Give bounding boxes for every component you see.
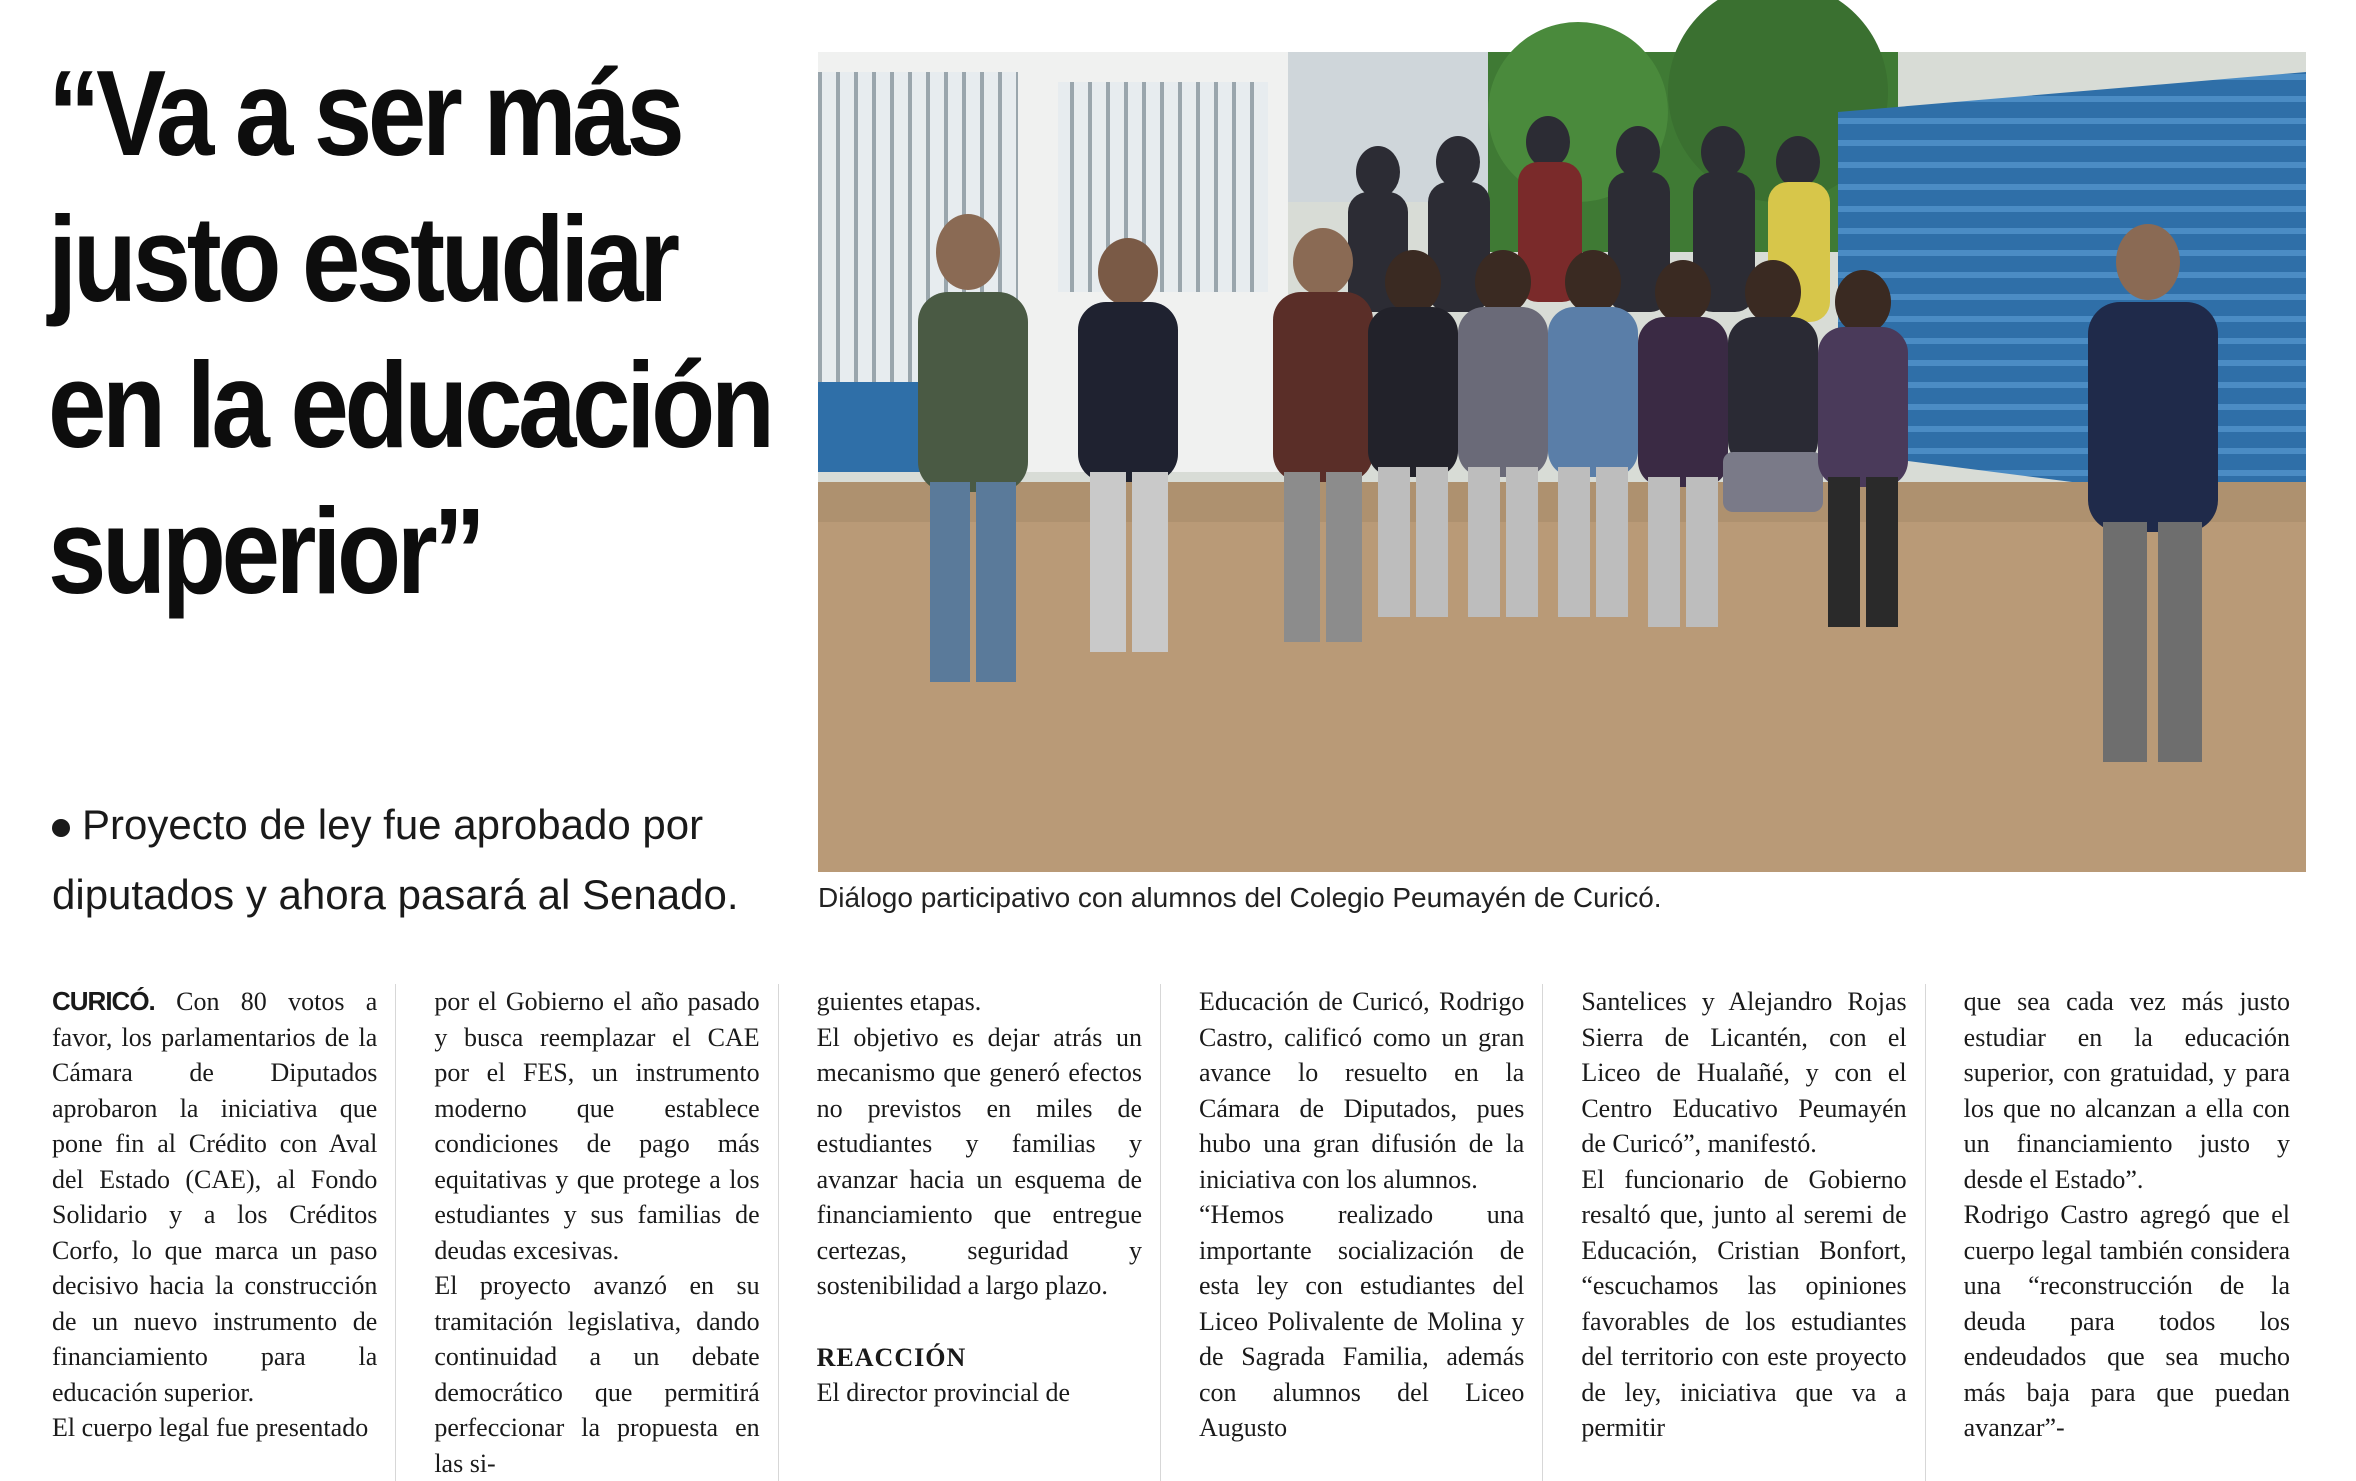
article-column-4 bbox=[1199, 984, 1543, 1481]
group-photo-illustration bbox=[818, 52, 2306, 872]
paragraph: “Hemos realizado una importante socialización de esta ley con estudiantes del Liceo Polivalente de Molina y de Sagrada Familia, además con alumnos del Liceo Augusto bbox=[1199, 1200, 1525, 1442]
blue-fence bbox=[1838, 72, 2306, 512]
paragraph: por el Gobierno el año pasado y busca reemplazar el CAE por el FES, un instrumento moderno que establece condiciones de pago más equitativas y que protege a los estudiantes y sus familias de deudas excesivas. bbox=[434, 987, 760, 1265]
headline bbox=[48, 40, 771, 624]
deck-line: diputados y ahora pasará al Senado. bbox=[52, 871, 739, 918]
paragraph: CURICÓ. Con 80 votos a favor, los parlamentarios de la Cámara de Diputados aprobaron la iniciativa que pone fin al Crédito con Aval del Estado (CAE), al Fondo Solidario y a los Créditos Corfo, lo que marca un paso decisivo hacia la construcción de un nuevo instrumento de financiamiento para la educación superior. bbox=[52, 986, 378, 1407]
headline-line: justo estudiar bbox=[48, 191, 676, 327]
paragraph: El cuerpo legal fue presentado bbox=[52, 1413, 369, 1442]
deck bbox=[52, 790, 812, 930]
article-body bbox=[52, 984, 2308, 1478]
paragraph: guientes etapas. bbox=[816, 987, 982, 1016]
article-column-3 bbox=[817, 984, 1161, 1481]
paragraph: Educación de Curicó, Rodrigo Castro, calificó como un gran avance lo resuelto en la Cámara de Diputados, pues hubo una gran difusión de la iniciativa con los alumnos. bbox=[1199, 987, 1525, 1194]
headline-line: “Va a ser más bbox=[48, 45, 681, 181]
paragraph: Rodrigo Castro agregó que el cuerpo legal también considera una “reconstrucción de la deuda para todos los endeudados que sea mucho más baja para que puedan avanzar”- bbox=[1963, 1200, 2290, 1442]
group-photo bbox=[818, 52, 2306, 872]
paragraph: El objetivo es dejar atrás un mecanismo que generó efectos no previstos en miles de estudiantes y familias y avanzar hacia un esquema de financiamiento que entregue certezas, seguridad y sostenibilidad a largo plazo. bbox=[816, 1022, 1142, 1300]
paragraph: Santelices y Alejandro Rojas Sierra de Licantén, con el Liceo de Hualañé, y con el Centro Educativo Peumayén de Curicó”, manifestó. bbox=[1581, 987, 1907, 1158]
section-subhead: REACCIÓN bbox=[816, 1342, 967, 1372]
deck-line: Proyecto de ley fue aprobado por bbox=[52, 790, 812, 860]
bullet-icon bbox=[52, 819, 70, 837]
paragraph: El funcionario de Gobierno resaltó que, junto al seremi de Educación, Cristian Bonfort, “escuchamos las opiniones favorables de los estudiantes del territorio con este proyecto de ley, iniciativa que va a permitir bbox=[1581, 1164, 1907, 1442]
photo-caption: Diálogo participativo con alumnos del Colegio Peumayén de Curicó. bbox=[818, 882, 1662, 913]
paragraph: El proyecto avanzó en su tramitación legislativa, dando continuidad a un debate democrático que permitirá perfeccionar la propuesta en las si- bbox=[434, 1271, 760, 1478]
article-column-5 bbox=[1581, 984, 1925, 1481]
article-column-1 bbox=[52, 984, 396, 1481]
headline-line: en la educación bbox=[48, 337, 771, 473]
article-column-6 bbox=[1964, 984, 2308, 1481]
article-column-2 bbox=[434, 984, 778, 1481]
paragraph: El director provincial de bbox=[816, 1378, 1071, 1407]
paragraph: que sea cada vez más justo estudiar en la educación superior, con gratuidad, y para los que no alcanzan a ella con un financiamiento justo y desde el Estado”. bbox=[1963, 987, 2290, 1194]
headline-line: superior” bbox=[48, 483, 482, 619]
dateline: CURICÓ. bbox=[52, 986, 155, 1016]
